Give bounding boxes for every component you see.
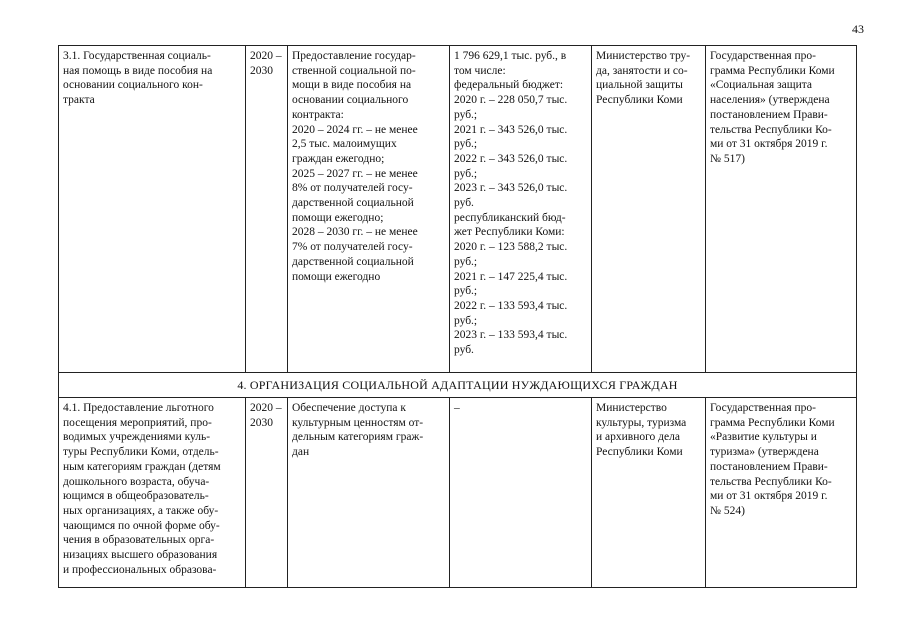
period-cell: 2020 – 2030 [246,46,288,373]
program-table [58,45,857,588]
legal-basis-cell: Государственная про- грамма Республики Коми «Социальная защита населения» (утверждена постановлением Прави- тельства Республики Ко- ми от 31 октября 2019 г. № 517) [706,46,857,373]
responsible-executor-cell: Министерство культуры, туризма и архивного дела Республики Коми [592,398,706,588]
measure-cell: 4.1. Предоставление льготного посещения мероприятий, про- водимых учреждениями куль- туры Республики Коми, отдель- ным категориям граждан (детям дошкольного возраста, обуча- ющимся в общеобразователь- ных организациях, а также обу- чающимся по очной форме обу- чения в образовательных орга- низациях высшего образования и профессиональных образова- [59,398,246,588]
measure-cell: 3.1. Государственная социаль- ная помощь в виде пособия на основании социального кон- тракта [59,46,246,373]
table-row [59,398,857,588]
funding-cell: 1 796 629,1 тыс. руб., в том числе: федеральный бюджет: 2020 г. – 228 050,7 тыс. руб.; 2021 г. – 343 526,0 тыс. руб.; 2022 г. – 343 526,0 тыс. руб.; 2023 г. – 343 526,0 тыс. руб. республиканский бюд- жет Республики Коми: 2020 г. – 123 588,2 тыс. руб.; 2021 г. – 147 225,4 тыс. руб.; 2022 г. – 133 593,4 тыс. руб.; 2023 г. – 133 593,4 тыс. руб. [450,46,592,373]
section-heading: 4. ОРГАНИЗАЦИЯ СОЦИАЛЬНОЙ АДАПТАЦИИ НУЖДАЮЩИХСЯ ГРАЖДАН [59,373,857,398]
expected-result-cell: Обеспечение доступа к культурным ценностям от- дельным категориям граж- дан [288,398,450,588]
table-row [59,46,857,373]
section-heading-row [59,373,857,398]
legal-basis-cell: Государственная про- грамма Республики Коми «Развитие культуры и туризма» (утверждена постановлением Прави- тельства Республики Ко- ми от 31 октября 2019 г. № 524) [706,398,857,588]
responsible-executor-cell: Министерство тру- да, занятости и со- циальной защиты Республики Коми [592,46,706,373]
period-cell: 2020 – 2030 [246,398,288,588]
page-number: 43 [852,22,864,36]
funding-cell: – [450,398,592,588]
expected-result-cell: Предоставление государ- ственной социальной по- мощи в виде пособия на основании социального контракта: 2020 – 2024 гг. – не менее 2,5 тыс. малоимущих граждан ежегодно; 2025 – 2027 гг. – не менее 8% от получателей госу- дарственной социальной помощи ежегодно; 2028 – 2030 гг. – не менее 7% от получателей госу- дарственной социальной помощи ежегодно [288,46,450,373]
